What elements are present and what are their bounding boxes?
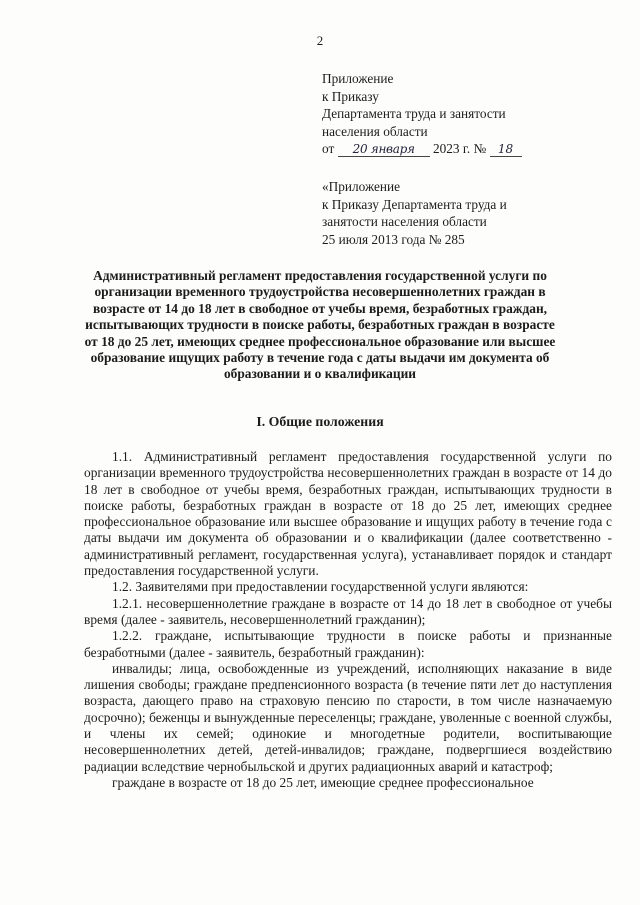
title-line: Административный регламент предоставления государственной услуги по xyxy=(93,268,547,283)
paragraph: инвалиды; лица, освобожденные из учреждений, исполняющих наказание в виде лишения свободы; граждане предпенсионного возраста (в течение пяти лет до наступления возраста, дающего право на страховую пенсию по старости, в том числе назначаемую досрочно); беженцы и вынужденные переселенцы; граждане, уволенные с военной службы, и члены их семей; одинокие и многодетные родители, воспитывающие несовершеннолетних детей, детей-инвалидов; граждане, подвергшиеся воздействию радиации вследствие чернобыльской и других радиационных аварий и катастроф; xyxy=(84,660,612,774)
handwritten-date: 20 января xyxy=(338,142,430,157)
title-line: от 18 до 25 лет, имеющих среднее профессиональное образование или высшее xyxy=(84,333,556,349)
attachment-line: Приложение xyxy=(322,71,394,86)
document-body xyxy=(84,449,612,791)
paragraph: 1.2.1. несовершеннолетние граждане в возрасте от 14 до 18 лет в свободное от учебы время (далее - заявитель, несовершеннолетний гражданин); xyxy=(84,595,612,627)
title-line: испытывающих трудности в поиске работы, безработных граждан в возрасте xyxy=(85,317,555,333)
original-attachment-line: «Приложение xyxy=(322,179,401,194)
attachment-line: населения области xyxy=(322,123,428,139)
title-line: образование ищущих работу в течение года с даты выдачи им документа об xyxy=(90,350,550,366)
section-heading: I. Общие положения xyxy=(256,414,384,429)
title-line: образовании и о квалификации xyxy=(223,366,417,382)
page-number: 2 xyxy=(316,33,324,48)
original-attachment-line: занятости населения области xyxy=(322,214,487,229)
document-title xyxy=(50,268,590,383)
attachment-line: Департамента труда и занятости xyxy=(322,106,506,121)
paragraph: 1.2.2. граждане, испытывающие трудности в поиске работы и признанные безработными (далее - заявитель, безработный гражданин): xyxy=(84,628,612,660)
title-line: организации временного трудоустройства несовершеннолетних граждан в xyxy=(94,284,546,300)
attachment-line: к Приказу xyxy=(322,88,379,104)
original-attachment-line: 25 июля 2013 года № 285 xyxy=(322,231,465,247)
paragraph: 1.2. Заявителями при предоставлении государственной услуги являются: xyxy=(112,579,529,595)
attachment-date-line xyxy=(322,140,622,158)
date-prefix: от xyxy=(322,141,335,156)
year-text: 2023 г. № xyxy=(432,141,487,156)
attachment-block xyxy=(322,70,622,158)
paragraph: 1.1. Административный регламент предоставления государственной услуги по организации временного трудоустройства несовершеннолетних граждан в возрасте от 14 до 18 лет в свободное от учебы время, безработных граждан, испытывающих трудности в поиске работы, безработных граждан в возрасте от 18 до 25 лет, имеющих среднее профессиональное образование или высшее образование и ищущих работу в течение года с даты выдачи им документа об образовании и о квалификации (далее соответственно - административный регламент, государственная услуга), устанавливает порядок и стандарт предоставления государственной услуги. xyxy=(84,449,612,579)
original-attachment-block xyxy=(322,178,622,248)
title-line: возрасте от 14 до 18 лет в свободное от учебы время, безработных граждан, xyxy=(92,300,548,316)
handwritten-number: 18 xyxy=(490,142,522,157)
paragraph: граждане в возрасте от 18 до 25 лет, имеющие среднее профессиональное xyxy=(112,774,534,790)
original-attachment-line: к Приказу Департамента труда и xyxy=(322,196,507,212)
